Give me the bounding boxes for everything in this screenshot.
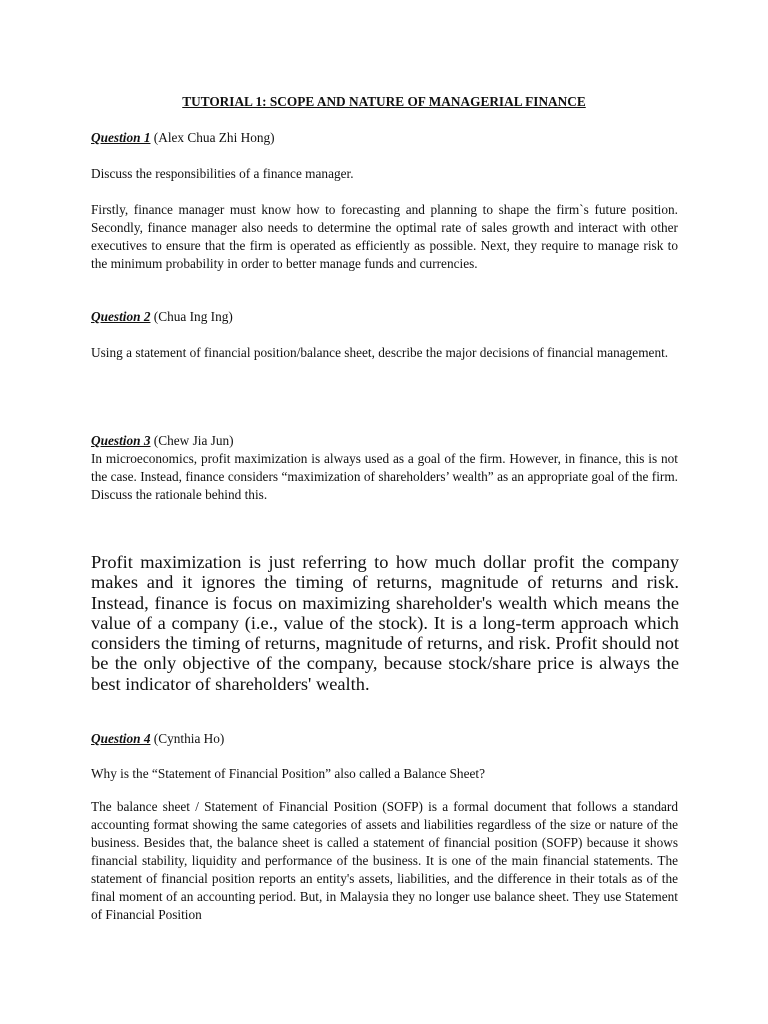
question-4-author: (Cynthia Ho): [150, 731, 225, 746]
document-title: TUTORIAL 1: SCOPE AND NATURE OF MANAGERIAL FINANCE: [182, 94, 586, 109]
question-1-label: Question 1: [91, 130, 151, 145]
question-3-label: Question 3: [91, 433, 151, 448]
question-1-prompt: Discuss the responsibilities of a finance manager.: [91, 166, 354, 181]
question-3-author: (Chew Jia Jun): [150, 433, 234, 448]
question-2-label: Question 2: [91, 309, 151, 324]
question-3-prompt: In microeconomics, profit maximization is always used as a goal of the firm. However, in finance, this is not the case. Instead, finance considers “maximization of shareholders’ wealth” as an appropriate goal of the firm. Discuss the rationale behind this.: [91, 451, 678, 502]
question-4-prompt: Why is the “Statement of Financial Position” also called a Balance Sheet?: [91, 766, 485, 781]
question-1-heading: [91, 129, 275, 147]
question-4-label: Question 4: [91, 731, 151, 746]
question-1-author: (Alex Chua Zhi Hong): [150, 130, 275, 145]
question-2-heading: [91, 308, 233, 326]
question-1-answer: Firstly, finance manager must know how to forecasting and planning to shape the firm`s future position. Secondly, finance manager also needs to determine the optimal rate of sales growth and interact with other executives to ensure that the firm is operated as efficiently as possible. Next, they require to manage risk to the minimum probability in order to better manage funds and currencies.: [91, 202, 678, 271]
question-2-prompt: Using a statement of financial position/balance sheet, describe the major decisions of financial management.: [91, 345, 669, 360]
question-2-author: (Chua Ing Ing): [150, 309, 233, 324]
question-3-answer: Profit maximization is just referring to how much dollar profit the company makes and it ignores the timing of returns, magnitude of returns and risk. Instead, finance is focus on maximizing shareholder's wealth which means the value of a company (i.e., value of the stock). It is a long-term approach which considers the timing of returns, magnitude of returns, and risk. Profit should not be the only objective of the company, because stock/share price is always the best indicator of shareholders' wealth.: [91, 552, 679, 694]
question-3-heading: [91, 432, 234, 450]
question-4-answer: The balance sheet / Statement of Financial Position (SOFP) is a formal document that follows a standard accounting format showing the same categories of assets and liabilities regardless of the size or nature of the business. Besides that, the balance sheet is called a statement of financial position (SOFP) because it shows financial stability, liquidity and performance of the business. It is one of the main financial statements. The statement of financial position reports an entity's assets, liabilities, and the difference in their totals as of the final moment of an accounting period. But, in Malaysia they no longer use balance sheet. They use Statement of Financial Position: [91, 799, 678, 922]
question-4-heading: [91, 730, 224, 748]
